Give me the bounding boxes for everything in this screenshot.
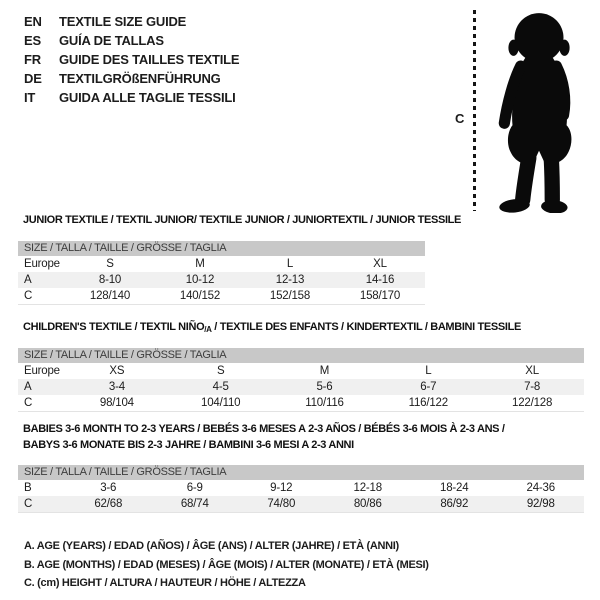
row-label: Europe xyxy=(24,365,60,377)
row-value: 122/128 xyxy=(512,397,553,409)
section-title-babies xyxy=(23,422,505,453)
section-title-text: / TEXTILE DES ENFANTS / KINDERTEXTIL / BAMBINI TESSILE xyxy=(211,321,521,333)
size-header-bar: SIZE / TALLA / TAILLE / GRÖSSE / TAGLIA xyxy=(18,465,584,480)
row-value: 110/116 xyxy=(305,397,344,409)
height-dashed-line xyxy=(473,10,476,211)
row-value: 6-9 xyxy=(186,482,203,494)
row-value: M xyxy=(195,258,205,270)
row-value: 158/170 xyxy=(359,290,401,302)
language-legend xyxy=(24,12,239,107)
table-row xyxy=(18,395,584,411)
language-row xyxy=(24,12,239,31)
language-code: EN xyxy=(24,14,42,29)
section-title-line2: BABYS 3-6 MONATE BIS 2-3 JAHRE / BAMBINI 3-6 MESI A 2-3 ANNI xyxy=(23,438,354,451)
row-label: Europe xyxy=(24,258,60,270)
footnotes xyxy=(24,537,429,593)
babies-size-table xyxy=(18,465,584,513)
table-row xyxy=(18,272,425,288)
row-value: 92/98 xyxy=(526,498,555,510)
row-value: 14-16 xyxy=(365,274,395,286)
children-size-table xyxy=(18,348,584,412)
row-value: XL xyxy=(373,258,387,270)
row-value: 74/80 xyxy=(267,498,296,510)
row-value: 68/74 xyxy=(180,498,209,510)
language-title: TEXTILGRÖßENFÜHRUNG xyxy=(59,71,221,86)
section-title-subscript: /A xyxy=(204,325,212,334)
row-value: S xyxy=(216,365,225,377)
section-title-junior: JUNIOR TEXTILE / TEXTIL JUNIOR/ TEXTILE JUNIOR / JUNIORTEXTIL / JUNIOR TESSILE xyxy=(23,214,462,226)
row-label: B xyxy=(24,482,32,494)
row-value: 62/68 xyxy=(94,498,123,510)
row-value: 3-6 xyxy=(100,482,117,494)
row-value: 116/122 xyxy=(408,397,448,409)
row-value: 12-18 xyxy=(353,482,382,494)
row-label: A xyxy=(24,381,32,393)
language-row xyxy=(24,69,239,88)
baby-silhouette-icon xyxy=(486,9,590,213)
row-label: A xyxy=(24,274,32,286)
row-value: S xyxy=(106,258,114,270)
row-value: L xyxy=(425,365,432,377)
row-value: 6-7 xyxy=(420,381,437,393)
language-code: ES xyxy=(24,33,41,48)
footnote-c: C. (cm) HEIGHT / ALTURA / HAUTEUR / HÖHE / ALTEZZA xyxy=(24,577,306,589)
row-value: 24-36 xyxy=(526,482,555,494)
language-row xyxy=(24,88,239,107)
size-header-bar: SIZE / TALLA / TAILLE / GRÖSSE / TAGLIA xyxy=(18,348,584,363)
row-value: XL xyxy=(525,365,539,377)
language-row xyxy=(24,50,239,69)
row-value: 12-13 xyxy=(275,274,305,286)
row-label: C xyxy=(24,397,33,409)
section-title-line1: BABIES 3-6 MONTH TO 2-3 YEARS / BEBÉS 3-6 MESES A 2-3 AÑOS / BÉBÉS 3-6 MOIS À 2-3 ANS / xyxy=(23,423,505,435)
row-value: M xyxy=(319,365,330,377)
language-title: TEXTILE SIZE GUIDE xyxy=(59,14,187,29)
language-code: FR xyxy=(24,52,41,67)
language-title: GUÍA DE TALLAS xyxy=(59,33,164,48)
language-title: GUIDA ALLE TAGLIE TESSILI xyxy=(59,90,236,105)
row-value: 98/104 xyxy=(99,397,134,409)
row-value: 5-6 xyxy=(316,381,333,393)
row-value: 86/92 xyxy=(440,498,469,510)
section-title-text: CHILDREN'S TEXTILE / TEXTIL NIÑO xyxy=(23,321,205,333)
row-value: 104/110 xyxy=(201,397,241,409)
row-value: 18-24 xyxy=(440,482,469,494)
size-header-bar: SIZE / TALLA / TAILLE / GRÖSSE / TAGLIA xyxy=(18,241,425,256)
language-title: GUIDE DES TAILLES TEXTILE xyxy=(59,52,240,67)
table-row xyxy=(18,288,425,304)
table-row xyxy=(18,256,425,272)
row-value: 10-12 xyxy=(185,274,215,286)
row-value: 4-5 xyxy=(212,381,229,393)
table-row xyxy=(18,379,584,395)
row-label: C xyxy=(24,290,33,302)
height-figure xyxy=(450,5,598,217)
table-row xyxy=(18,496,584,512)
junior-size-table xyxy=(18,241,425,305)
row-value: 128/140 xyxy=(89,290,131,302)
footnote-b: B. AGE (MONTHS) / EDAD (MESES) / ÂGE (MOIS) / ALTER (MONATE) / ETÀ (MESI) xyxy=(24,558,429,571)
section-title-children xyxy=(23,321,521,334)
row-value: XS xyxy=(109,365,125,377)
row-value: L xyxy=(286,258,294,270)
height-measure-label: C xyxy=(455,111,465,126)
row-value: 152/158 xyxy=(269,290,311,302)
language-row xyxy=(24,31,239,50)
language-code: IT xyxy=(24,90,36,105)
row-value: 7-8 xyxy=(524,381,541,393)
table-row xyxy=(18,480,584,496)
row-value: 3-4 xyxy=(108,381,125,393)
row-value: 140/152 xyxy=(179,290,221,302)
row-value: 80/86 xyxy=(353,498,382,510)
language-code: DE xyxy=(24,71,42,86)
row-value: 9-12 xyxy=(270,482,293,494)
row-value: 8-10 xyxy=(98,274,122,286)
table-row xyxy=(18,363,584,379)
footnote-a: A. AGE (YEARS) / EDAD (AÑOS) / ÂGE (ANS) / ALTER (JAHRE) / ETÀ (ANNI) xyxy=(24,540,399,552)
row-label: C xyxy=(24,498,33,510)
